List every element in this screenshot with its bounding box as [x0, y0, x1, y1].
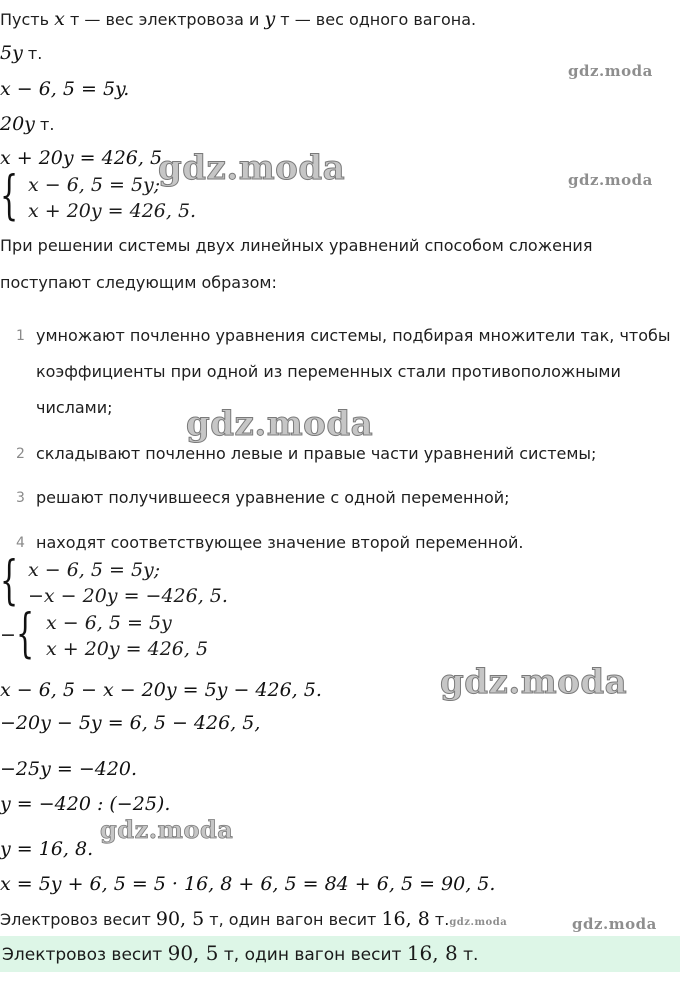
- answer-suffix: т.: [457, 945, 479, 965]
- system-3-row-2: x + 20y = 426, 5: [46, 638, 209, 660]
- result-line: [0, 908, 507, 930]
- line-20y-unit: т.: [34, 115, 55, 134]
- intro-suffix: т — вес одного вагона.: [275, 10, 477, 29]
- step-4-number: 4: [16, 535, 25, 551]
- step-1-line-2: коэффициенты при одной из переменных стали противоположными: [36, 362, 621, 381]
- answer-mid: т, один вагон весит: [218, 945, 407, 965]
- result-y-value: 16, 8: [381, 908, 430, 930]
- watermark-3: gdz.moda: [568, 171, 653, 189]
- line-5y-math: 5y: [0, 42, 23, 64]
- step-2-line-1: складывают почленно левые и правые части уравнений системы;: [36, 444, 597, 463]
- system-3-sign: −: [0, 624, 16, 646]
- intro-prefix: Пусть: [0, 10, 55, 29]
- result-mid: т, один вагон весит: [204, 910, 382, 929]
- system-1-brace: {: [0, 166, 19, 226]
- calc-line-4: y = −420 : (−25).: [0, 793, 171, 815]
- answer-y-value: 16, 8: [406, 941, 458, 965]
- system-3-row-1: x − 6, 5 = 5y: [46, 612, 172, 634]
- step-3-number: 3: [16, 490, 25, 506]
- step-1-line-3: числами;: [36, 398, 113, 417]
- system-3-brace: {: [16, 604, 35, 664]
- step-1-number: 1: [16, 328, 25, 344]
- result-suffix: т.: [429, 910, 450, 929]
- watermark-4: gdz.moda: [186, 404, 374, 444]
- step-2-number: 2: [16, 446, 25, 462]
- watermark-7: gdz.moda: [572, 915, 657, 933]
- var-x: x: [54, 8, 65, 30]
- answer-prefix: Электровоз весит: [2, 945, 168, 965]
- step-3-line-1: решают получившееся уравнение с одной переменной;: [36, 488, 510, 507]
- system-1-row-2: x + 20y = 426, 5.: [28, 200, 197, 222]
- system-2-brace: {: [0, 551, 19, 611]
- system-2-row-2: −x − 20y = −426, 5.: [28, 585, 228, 607]
- intro-mid: т — вес электровоза и: [64, 10, 265, 29]
- calc-line-6: x = 5y + 6, 5 = 5 · 16, 8 + 6, 5 = 84 + 6, 5 = 90, 5.: [0, 873, 496, 895]
- watermark-6: gdz.moda: [100, 815, 234, 844]
- equation-1: x − 6, 5 = 5y.: [0, 78, 130, 100]
- calc-line-5: y = 16, 8.: [0, 838, 94, 860]
- system-1-row-1: x − 6, 5 = 5y;: [28, 174, 161, 196]
- result-x-value: 90, 5: [155, 908, 205, 930]
- step-1-line-1: умножают почленно уравнения системы, подбирая множители так, чтобы: [36, 326, 671, 345]
- answer-x-value: 90, 5: [167, 941, 219, 965]
- step-4-line-1: находят соответствующее значение второй переменной.: [36, 533, 524, 552]
- line-20y-math: 20y: [0, 113, 35, 135]
- system-2-row-1: x − 6, 5 = 5y;: [28, 559, 161, 581]
- intro-line: [0, 8, 476, 30]
- line-20y: [0, 113, 54, 135]
- watermark-inline: gdz.moda: [449, 917, 508, 928]
- watermark-5: gdz.moda: [440, 662, 628, 702]
- line-5y-unit: т.: [22, 44, 43, 63]
- equation-2: x + 20y = 426, 5.: [0, 147, 169, 169]
- answer-text: [2, 941, 478, 965]
- result-prefix: Электровоз весит: [0, 910, 156, 929]
- watermark-2: gdz.moda: [158, 148, 346, 188]
- method-text-2: поступают следующим образом:: [0, 273, 277, 292]
- method-text-1: При решении системы двух линейных уравнений способом сложения: [0, 236, 593, 255]
- line-5y: [0, 42, 42, 64]
- calc-line-3: −25y = −420.: [0, 758, 138, 780]
- calc-line-1: x − 6, 5 − x − 20y = 5y − 426, 5.: [0, 679, 322, 701]
- calc-line-2: −20y − 5y = 6, 5 − 426, 5,: [0, 712, 261, 734]
- var-y: y: [264, 8, 276, 30]
- watermark-1: gdz.moda: [568, 62, 653, 80]
